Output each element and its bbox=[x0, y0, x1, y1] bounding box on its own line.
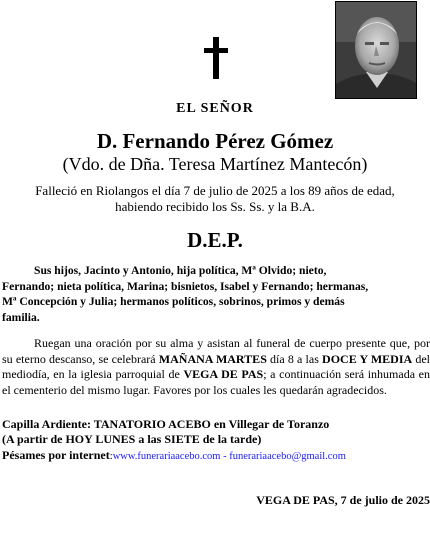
death-line-2: habiendo recibido los Ss. Ss. y la B.A. bbox=[115, 199, 315, 214]
chapel-line bbox=[2, 417, 329, 432]
chapel-hours: (A partir de HOY LUNES a las SIETE de la tarde) bbox=[2, 432, 262, 446]
funeral-church-town: VEGA DE PAS bbox=[183, 367, 264, 382]
family-line-1: Sus hijos, Jacinto y Antonio, hija política, Mª Olvido; nieto, bbox=[34, 264, 327, 277]
deceased-portrait-photo bbox=[335, 1, 417, 99]
death-notice bbox=[0, 183, 430, 215]
funeral-text-1: Ruegan una oración por su alma y asistan al funeral de cuerpo presente que, por su eterno descanso, se celebrará bbox=[2, 336, 430, 366]
condolences-line bbox=[2, 448, 346, 463]
family-list bbox=[0, 263, 430, 325]
deceased-name: D. Fernando Pérez Gómez bbox=[96, 129, 334, 153]
latin-cross-icon bbox=[204, 37, 228, 79]
condolences-label: Pésames por internet bbox=[2, 448, 110, 462]
funeral-text-3: del mediodía, en la iglesia parroquial de bbox=[2, 351, 430, 382]
funeral-text-4: ; a continuación será inhumada en el cementerio del mismo lugar. Favores por los cuales les quedarán agradecidos. bbox=[2, 367, 430, 397]
link-separator: - bbox=[220, 451, 230, 462]
family-line-2: Fernando; nieta política, Marina; bisnietos, Isabel y Fernando; hermanas, bbox=[2, 279, 369, 293]
email-link[interactable]: funerariaacebo@gmail.com bbox=[229, 451, 346, 462]
funeral-time: DOCE Y MEDIA bbox=[322, 351, 413, 366]
widow-of: (Vdo. de Dña. Teresa Martínez Mantecón) bbox=[62, 154, 368, 174]
funeral-day: MAÑANA MARTES bbox=[158, 351, 267, 366]
title-prefix: EL SEÑOR bbox=[176, 101, 254, 116]
dep-heading: D.E.P. bbox=[187, 228, 243, 252]
chapel-label: Capilla Ardiente: bbox=[2, 417, 94, 431]
funeral-paragraph bbox=[0, 336, 430, 398]
website-link[interactable]: www.funerariaacebo.com bbox=[112, 451, 221, 462]
family-line-3: Mª Concepción y Julia; hermanos políticos, sobrinos, primos y demás bbox=[2, 295, 345, 309]
place-date: VEGA DE PAS, 7 de julio de 2025 bbox=[256, 493, 430, 507]
death-line-1: Falleció en Riolangos el día 7 de julio de 2025 a los 89 años de edad, bbox=[35, 183, 395, 198]
family-line-4: familia. bbox=[2, 310, 40, 324]
chapel-place: TANATORIO ACEBO bbox=[93, 417, 211, 431]
chapel-location: en Villegar de Toranzo bbox=[210, 417, 330, 431]
condolences-colon: : bbox=[109, 451, 113, 462]
funeral-text-2: día 8 a las bbox=[266, 351, 323, 366]
